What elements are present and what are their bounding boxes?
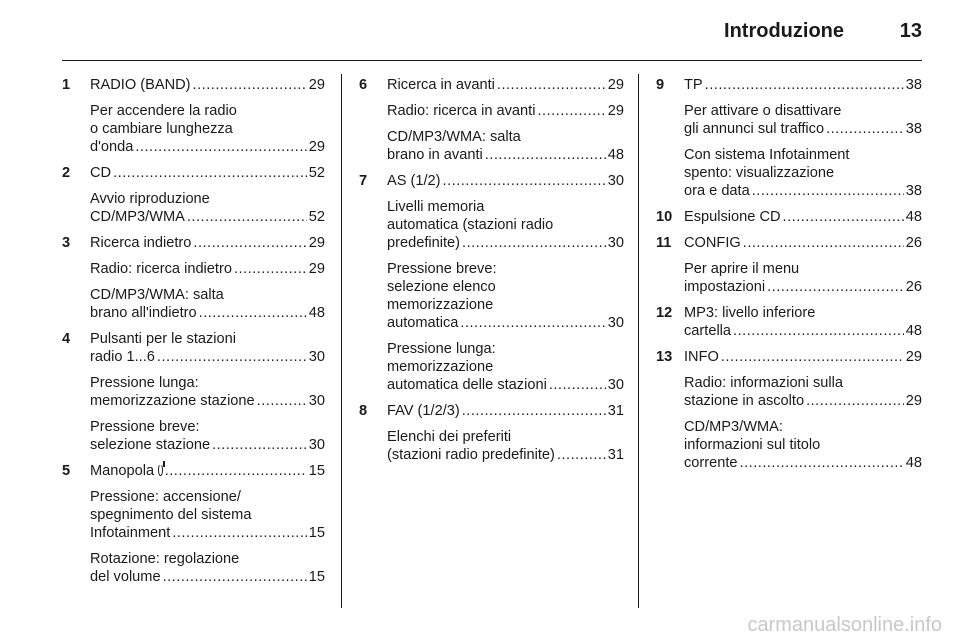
index-item	[90, 102, 325, 156]
control-entry	[656, 234, 922, 296]
index-leader-line	[90, 462, 325, 480]
section-title: Introduzione	[724, 20, 844, 42]
dot-leader	[443, 172, 606, 190]
index-leader-line	[387, 102, 624, 120]
index-item	[387, 260, 624, 332]
index-leader-line	[90, 568, 325, 586]
index-item	[684, 304, 922, 340]
control-number: 10	[656, 209, 673, 225]
control-number: 9	[656, 77, 665, 93]
index-leader-line	[684, 348, 922, 366]
control-number: 3	[62, 235, 71, 251]
page-reference: 30	[607, 235, 624, 251]
index-item	[387, 402, 624, 420]
control-number: 8	[359, 403, 368, 419]
index-text-line: MP3: livello inferiore	[684, 305, 816, 321]
index-text-line: Avvio riproduzione	[90, 191, 210, 207]
index-text-line: Pressione lunga:	[387, 341, 496, 357]
column-divider	[341, 74, 342, 608]
page-reference: 31	[607, 403, 624, 419]
index-term: FAV (1/2/3)	[387, 403, 460, 419]
index-text-line: spento: visualizzazione	[684, 165, 835, 181]
page-reference: 48	[607, 147, 624, 163]
page-reference: 30	[308, 349, 325, 365]
control-entry	[62, 462, 325, 586]
header-rule	[62, 60, 922, 61]
index-term: Ricerca in avanti	[387, 77, 495, 93]
column-2	[359, 76, 624, 472]
index-item	[387, 128, 624, 164]
index-term: AS (1/2)	[387, 173, 441, 189]
control-number: 7	[359, 173, 368, 189]
index-text-line: memorizzazione	[387, 359, 494, 375]
control-number: 11	[656, 235, 672, 251]
index-leader-line	[90, 260, 325, 278]
control-number: 12	[656, 305, 673, 321]
dot-leader	[783, 208, 904, 226]
index-leader-line	[90, 392, 325, 410]
index-leader-line	[684, 278, 922, 296]
dot-leader	[549, 376, 606, 394]
index-term: automatica delle stazioni	[387, 377, 547, 393]
page-reference: 29	[905, 349, 922, 365]
page-reference: 29	[308, 77, 325, 93]
dot-leader	[193, 76, 307, 94]
dot-leader	[193, 234, 306, 252]
control-entry	[62, 234, 325, 322]
control-number: 2	[62, 165, 71, 181]
index-term: CONFIG	[684, 235, 741, 251]
index-term: automatica	[387, 315, 459, 331]
index-leader-line	[387, 234, 624, 252]
index-term: CD/MP3/WMA	[90, 209, 185, 225]
control-entry	[359, 76, 624, 164]
index-text-line: CD/MP3/WMA: salta	[387, 129, 521, 145]
dot-leader	[497, 76, 606, 94]
index-term: Radio: ricerca in avanti	[387, 103, 536, 119]
index-leader-line	[387, 172, 624, 190]
dot-leader	[740, 454, 904, 472]
page-reference: 48	[905, 209, 922, 225]
index-leader-line	[90, 524, 325, 542]
index-term: predefinite)	[387, 235, 461, 251]
page-reference: 15	[308, 525, 325, 541]
control-entry	[656, 208, 922, 226]
index-term: RADIO (BAND)	[90, 77, 191, 93]
index-item	[684, 146, 922, 200]
index-text-line: Pressione lunga:	[90, 375, 199, 391]
page-reference: 30	[308, 393, 325, 409]
index-term: del volume	[90, 569, 161, 585]
index-item	[387, 76, 624, 94]
index-term: gli annunci sul traffico	[684, 121, 825, 137]
control-entry	[359, 402, 624, 464]
dot-leader	[187, 208, 307, 226]
index-item	[90, 418, 325, 454]
dot-leader	[157, 348, 307, 366]
index-term: brano all'indietro	[90, 305, 197, 321]
index-leader-line	[90, 164, 325, 182]
index-leader-line	[684, 454, 922, 472]
index-text-line: informazioni sul titolo	[684, 437, 821, 453]
index-text-line: memorizzazione	[387, 297, 494, 313]
column-divider	[638, 74, 639, 608]
index-leader-line	[684, 182, 922, 200]
control-entry	[656, 76, 922, 200]
page-reference: 52	[308, 209, 325, 225]
index-leader-line	[684, 76, 922, 94]
index-term: impostazioni	[684, 279, 766, 295]
dot-leader	[721, 348, 904, 366]
page-reference: 52	[308, 165, 325, 181]
index-term: Ricerca indietro	[90, 235, 192, 251]
index-term: d'onda	[90, 139, 134, 155]
index-text-line: automatica (stazioni radio	[387, 217, 554, 233]
dot-leader	[113, 164, 307, 182]
index-text-line: CD/MP3/WMA: salta	[90, 287, 224, 303]
page-reference: 15	[308, 463, 325, 479]
index-leader-line	[387, 402, 624, 420]
index-text-line: Con sistema Infotainment	[684, 147, 850, 163]
page-reference: 31	[607, 447, 624, 463]
index-text-line: Livelli memoria	[387, 199, 485, 215]
column-3	[656, 76, 922, 480]
index-term: CD	[90, 165, 112, 181]
page-header	[62, 18, 922, 46]
index-item	[684, 374, 922, 410]
index-leader-line	[387, 376, 624, 394]
page-reference: 38	[905, 121, 922, 137]
page-reference: 38	[905, 77, 922, 93]
index-item	[684, 102, 922, 138]
index-item	[90, 164, 325, 182]
dot-leader	[165, 462, 307, 480]
page-reference: 30	[308, 437, 325, 453]
index-text-line: Per aprire il menu	[684, 261, 800, 277]
index-term: INFO	[684, 349, 719, 365]
dot-leader	[705, 76, 904, 94]
page-reference: 26	[905, 279, 922, 295]
page-reference: 29	[607, 103, 624, 119]
index-item	[90, 76, 325, 94]
page-number: 13	[899, 20, 922, 42]
dot-leader	[826, 120, 904, 138]
index-item	[90, 260, 325, 278]
control-number: 1	[62, 77, 71, 93]
index-text-line: selezione elenco	[387, 279, 496, 295]
page-reference: 29	[607, 77, 624, 93]
dot-leader	[172, 524, 306, 542]
dot-leader	[462, 402, 606, 420]
dot-leader	[257, 392, 307, 410]
index-text-line: Radio: informazioni sulla	[684, 375, 843, 391]
index-leader-line	[387, 446, 624, 464]
dot-leader	[199, 304, 307, 322]
index-item	[90, 374, 325, 410]
index-text-line: o cambiare lunghezza	[90, 121, 233, 137]
index-text-line: spegnimento del sistema	[90, 507, 252, 523]
index-leader-line	[90, 304, 325, 322]
index-term: Radio: ricerca indietro	[90, 261, 232, 277]
page-reference: 29	[308, 235, 325, 251]
index-term: Espulsione CD	[684, 209, 781, 225]
index-item	[387, 428, 624, 464]
index-text-line: Pressione: accensione/	[90, 489, 241, 505]
column-1	[62, 76, 325, 594]
dot-leader	[557, 446, 606, 464]
index-item	[90, 462, 325, 480]
index-text-line: Per accendere la radio	[90, 103, 237, 119]
dot-leader	[806, 392, 904, 410]
index-leader-line	[684, 322, 922, 340]
control-number: 6	[359, 77, 368, 93]
index-leader-line	[387, 314, 624, 332]
page-reference: 29	[308, 261, 325, 277]
index-leader-line	[90, 138, 325, 156]
index-text-line: Rotazione: regolazione	[90, 551, 240, 567]
index-term: brano in avanti	[387, 147, 483, 163]
index-item	[684, 208, 922, 226]
control-number: 13	[656, 349, 673, 365]
knob-icon	[158, 464, 163, 476]
index-text-line: CD/MP3/WMA:	[684, 419, 783, 435]
index-text-line: Pressione breve:	[387, 261, 497, 277]
index-item	[684, 418, 922, 472]
index-item	[387, 340, 624, 394]
index-leader-line	[90, 208, 325, 226]
index-text-line: Per attivare o disattivare	[684, 103, 842, 119]
index-term: (stazioni radio predefinite)	[387, 447, 555, 463]
dot-leader	[485, 146, 606, 164]
page-reference: 38	[905, 183, 922, 199]
index-term: radio 1...6	[90, 349, 155, 365]
control-entry	[656, 348, 922, 472]
dot-leader	[752, 182, 904, 200]
page-reference: 48	[905, 455, 922, 471]
index-item	[684, 234, 922, 252]
page-reference: 30	[607, 173, 624, 189]
index-item	[90, 190, 325, 226]
index-text-line: Elenchi dei preferiti	[387, 429, 512, 445]
dot-leader	[537, 102, 605, 120]
index-item	[684, 76, 922, 94]
index-leader-line	[684, 120, 922, 138]
index-leader-line	[684, 208, 922, 226]
dot-leader	[743, 234, 904, 252]
index-leader-line	[387, 76, 624, 94]
dot-leader	[767, 278, 904, 296]
control-number: 4	[62, 331, 71, 347]
index-item	[684, 260, 922, 296]
page-reference: 48	[905, 323, 922, 339]
dot-leader	[234, 260, 307, 278]
index-term: Manopola	[90, 463, 155, 479]
index-item	[90, 330, 325, 366]
index-term: Infotainment	[90, 525, 171, 541]
dot-leader	[733, 322, 904, 340]
index-term: selezione stazione	[90, 437, 211, 453]
index-term: TP	[684, 77, 703, 93]
index-item	[387, 102, 624, 120]
index-term: corrente	[684, 455, 738, 471]
index-item	[387, 198, 624, 252]
control-entry	[62, 76, 325, 156]
index-term: memorizzazione stazione	[90, 393, 255, 409]
index-leader-line	[684, 392, 922, 410]
index-leader-line	[90, 76, 325, 94]
index-item	[387, 172, 624, 190]
dot-leader	[212, 436, 307, 454]
control-entry	[62, 164, 325, 226]
index-term: cartella	[684, 323, 732, 339]
index-leader-line	[90, 234, 325, 252]
control-number: 5	[62, 463, 71, 479]
index-leader-line	[90, 436, 325, 454]
page-reference: 15	[308, 569, 325, 585]
dot-leader	[462, 234, 606, 252]
page-reference: 48	[308, 305, 325, 321]
index-item	[90, 234, 325, 252]
control-entry	[656, 304, 922, 340]
page-reference: 26	[905, 235, 922, 251]
index-leader-line	[90, 348, 325, 366]
page-reference: 29	[905, 393, 922, 409]
index-text-line: Pulsanti per le stazioni	[90, 331, 237, 347]
page-reference: 30	[607, 315, 624, 331]
page-reference: 29	[308, 139, 325, 155]
dot-leader	[460, 314, 605, 332]
page-reference: 30	[607, 377, 624, 393]
dot-leader	[163, 568, 307, 586]
dot-leader	[135, 138, 306, 156]
index-term: ora e data	[684, 183, 750, 199]
control-entry	[62, 330, 325, 454]
index-text-line: Pressione breve:	[90, 419, 200, 435]
index-item	[90, 488, 325, 542]
index-item	[90, 286, 325, 322]
index-item	[684, 348, 922, 366]
index-leader-line	[387, 146, 624, 164]
index-leader-line	[684, 234, 922, 252]
watermark: carmanualsonline.info	[747, 614, 942, 636]
control-entry	[359, 172, 624, 394]
index-term: stazione in ascolto	[684, 393, 805, 409]
index-item	[90, 550, 325, 586]
